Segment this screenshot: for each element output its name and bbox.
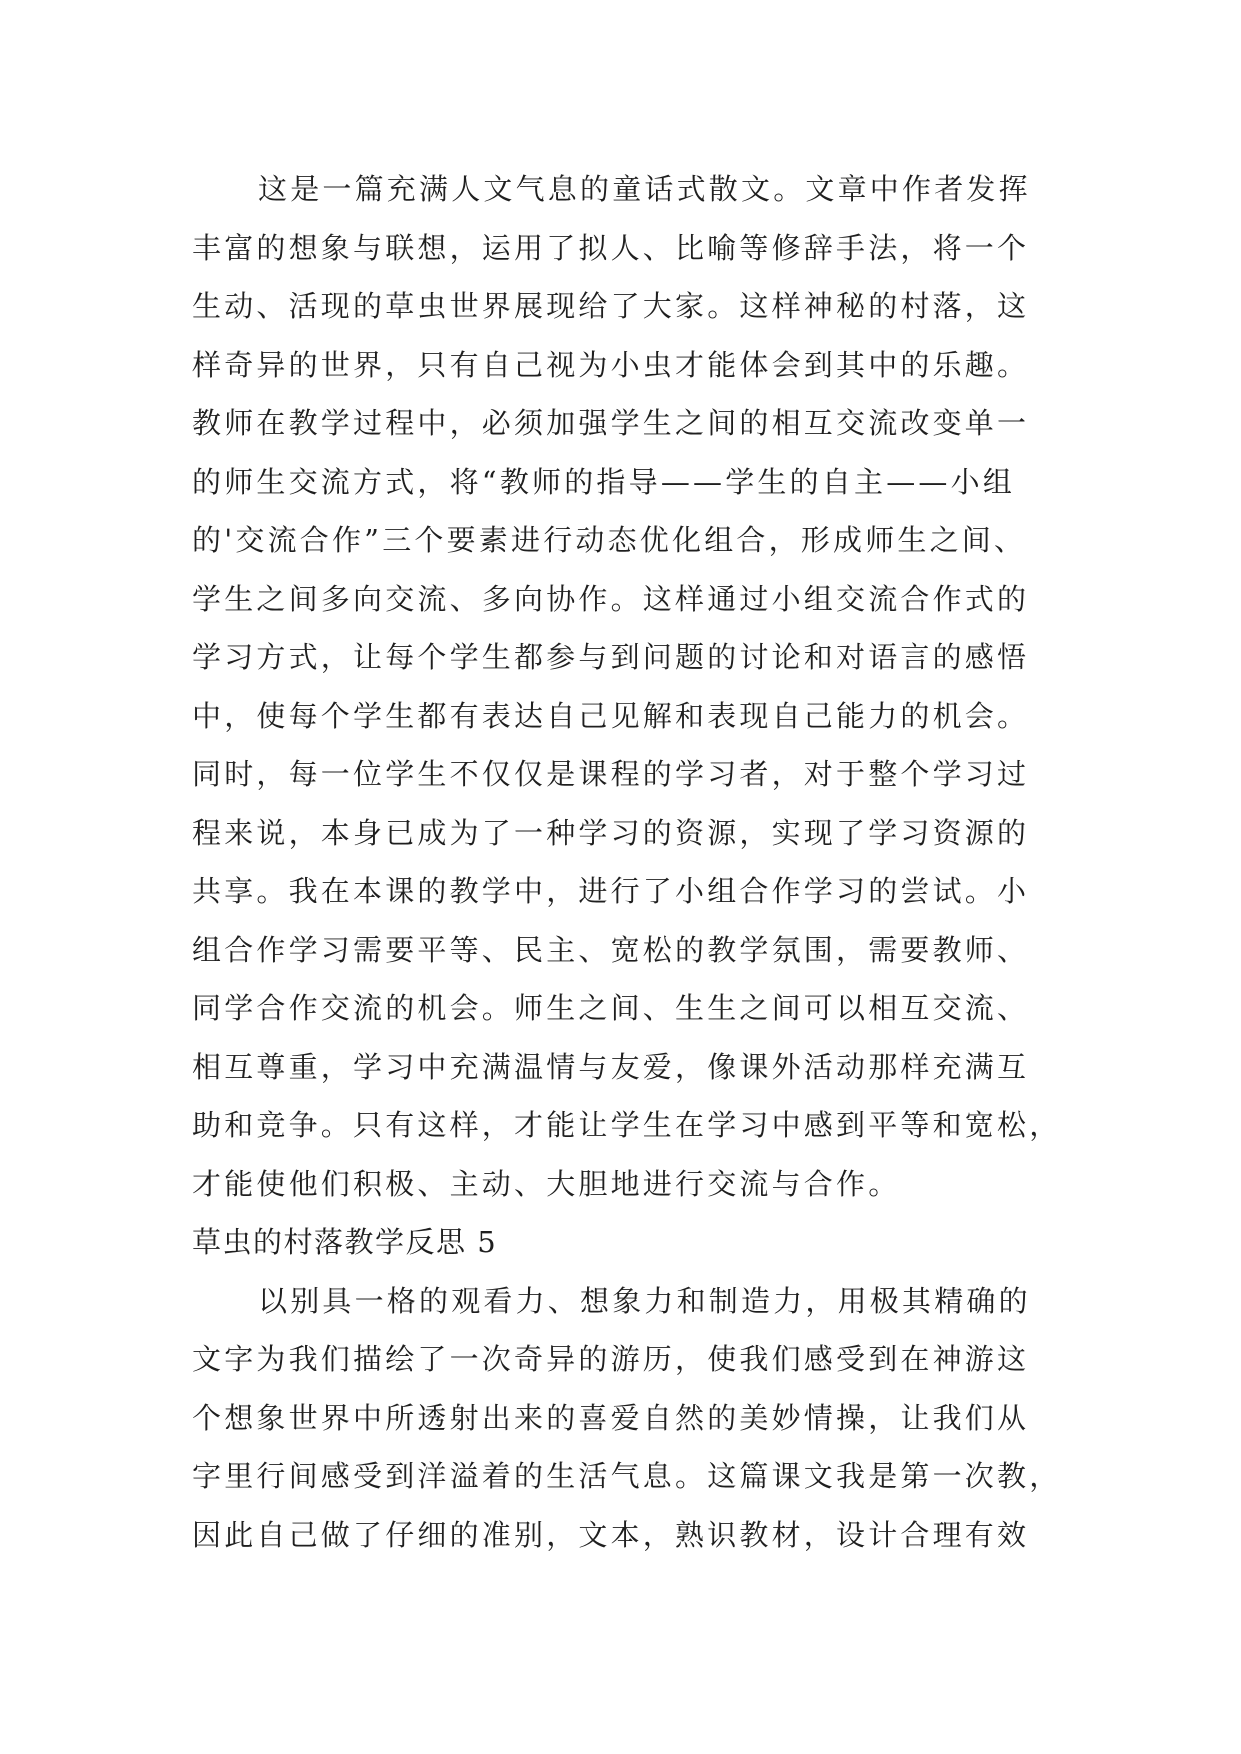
paragraph-line: 生动、活现的草虫世界展现给了大家。这样神秘的村落，这	[192, 289, 1030, 323]
document-body	[192, 160, 1072, 1564]
paragraph-line: 助和竞争。只有这样，才能让学生在学习中感到平等和宽松，	[192, 1108, 1062, 1142]
paragraph-line: 共享。我在本课的教学中，进行了小组合作学习的尝试。小	[192, 874, 1030, 908]
section-heading: 草虫的村落教学反思 5	[192, 1225, 498, 1259]
paragraph-line: 因此自己做了仔细的准别，文本，熟识教材，设计合理有效	[192, 1517, 1030, 1552]
paragraph-line: 文字为我们描绘了一次奇异的游历，使我们感受到在神游这	[192, 1342, 1030, 1376]
paragraph-line: 的'交流合作”三个要素进行动态优化组合，形成师生之间、	[192, 523, 1027, 557]
paragraph-line: 这是一篇充满人文气息的童话式散文。文章中作者发挥	[258, 172, 1031, 206]
paragraph-line: 中，使每个学生都有表达自己见解和表现自己能力的机会。	[192, 698, 1030, 733]
paragraph-line: 个想象世界中所透射出来的喜爱自然的美妙情操，让我们从	[192, 1400, 1030, 1435]
paragraph-line: 的师生交流方式，将“教师的指导——学生的自主——小组	[192, 464, 1016, 499]
paragraph-line: 相互尊重，学习中充满温情与友爱，像课外活动那样充满互	[192, 1049, 1030, 1084]
paragraph-line: 丰富的想象与联想，运用了拟人、比喻等修辞手法，将一个	[192, 230, 1030, 265]
paragraph-line: 样奇异的世界，只有自己视为小虫才能体会到其中的乐趣。	[192, 347, 1030, 382]
paragraph-line: 同学合作交流的机会。师生之间、生生之间可以相互交流、	[192, 991, 1030, 1025]
paragraph-line: 学生之间多向交流、多向协作。这样通过小组交流合作式的	[192, 581, 1030, 616]
paragraph-line: 同时，每一位学生不仅仅是课程的学习者，对于整个学习过	[192, 757, 1030, 791]
paragraph-line: 才能使他们积极、主动、大胆地进行交流与合作。	[192, 1166, 901, 1201]
paragraph-line: 程来说，本身已成为了一种学习的资源，实现了学习资源的	[192, 815, 1030, 850]
paragraph-line: 教师在教学过程中，必须加强学生之间的相互交流改变单一	[192, 406, 1030, 440]
paragraph-line: 组合作学习需要平等、民主、宽松的教学氛围，需要教师、	[192, 932, 1030, 967]
paragraph-line: 学习方式，让每个学生都参与到问题的讨论和对语言的感悟	[192, 640, 1030, 674]
paragraph-line: 以别具一格的观看力、想象力和制造力，用极其精确的	[258, 1283, 1031, 1318]
paragraph-line: 字里行间感受到洋溢着的生活气息。这篇课文我是第一次教，	[192, 1459, 1062, 1493]
